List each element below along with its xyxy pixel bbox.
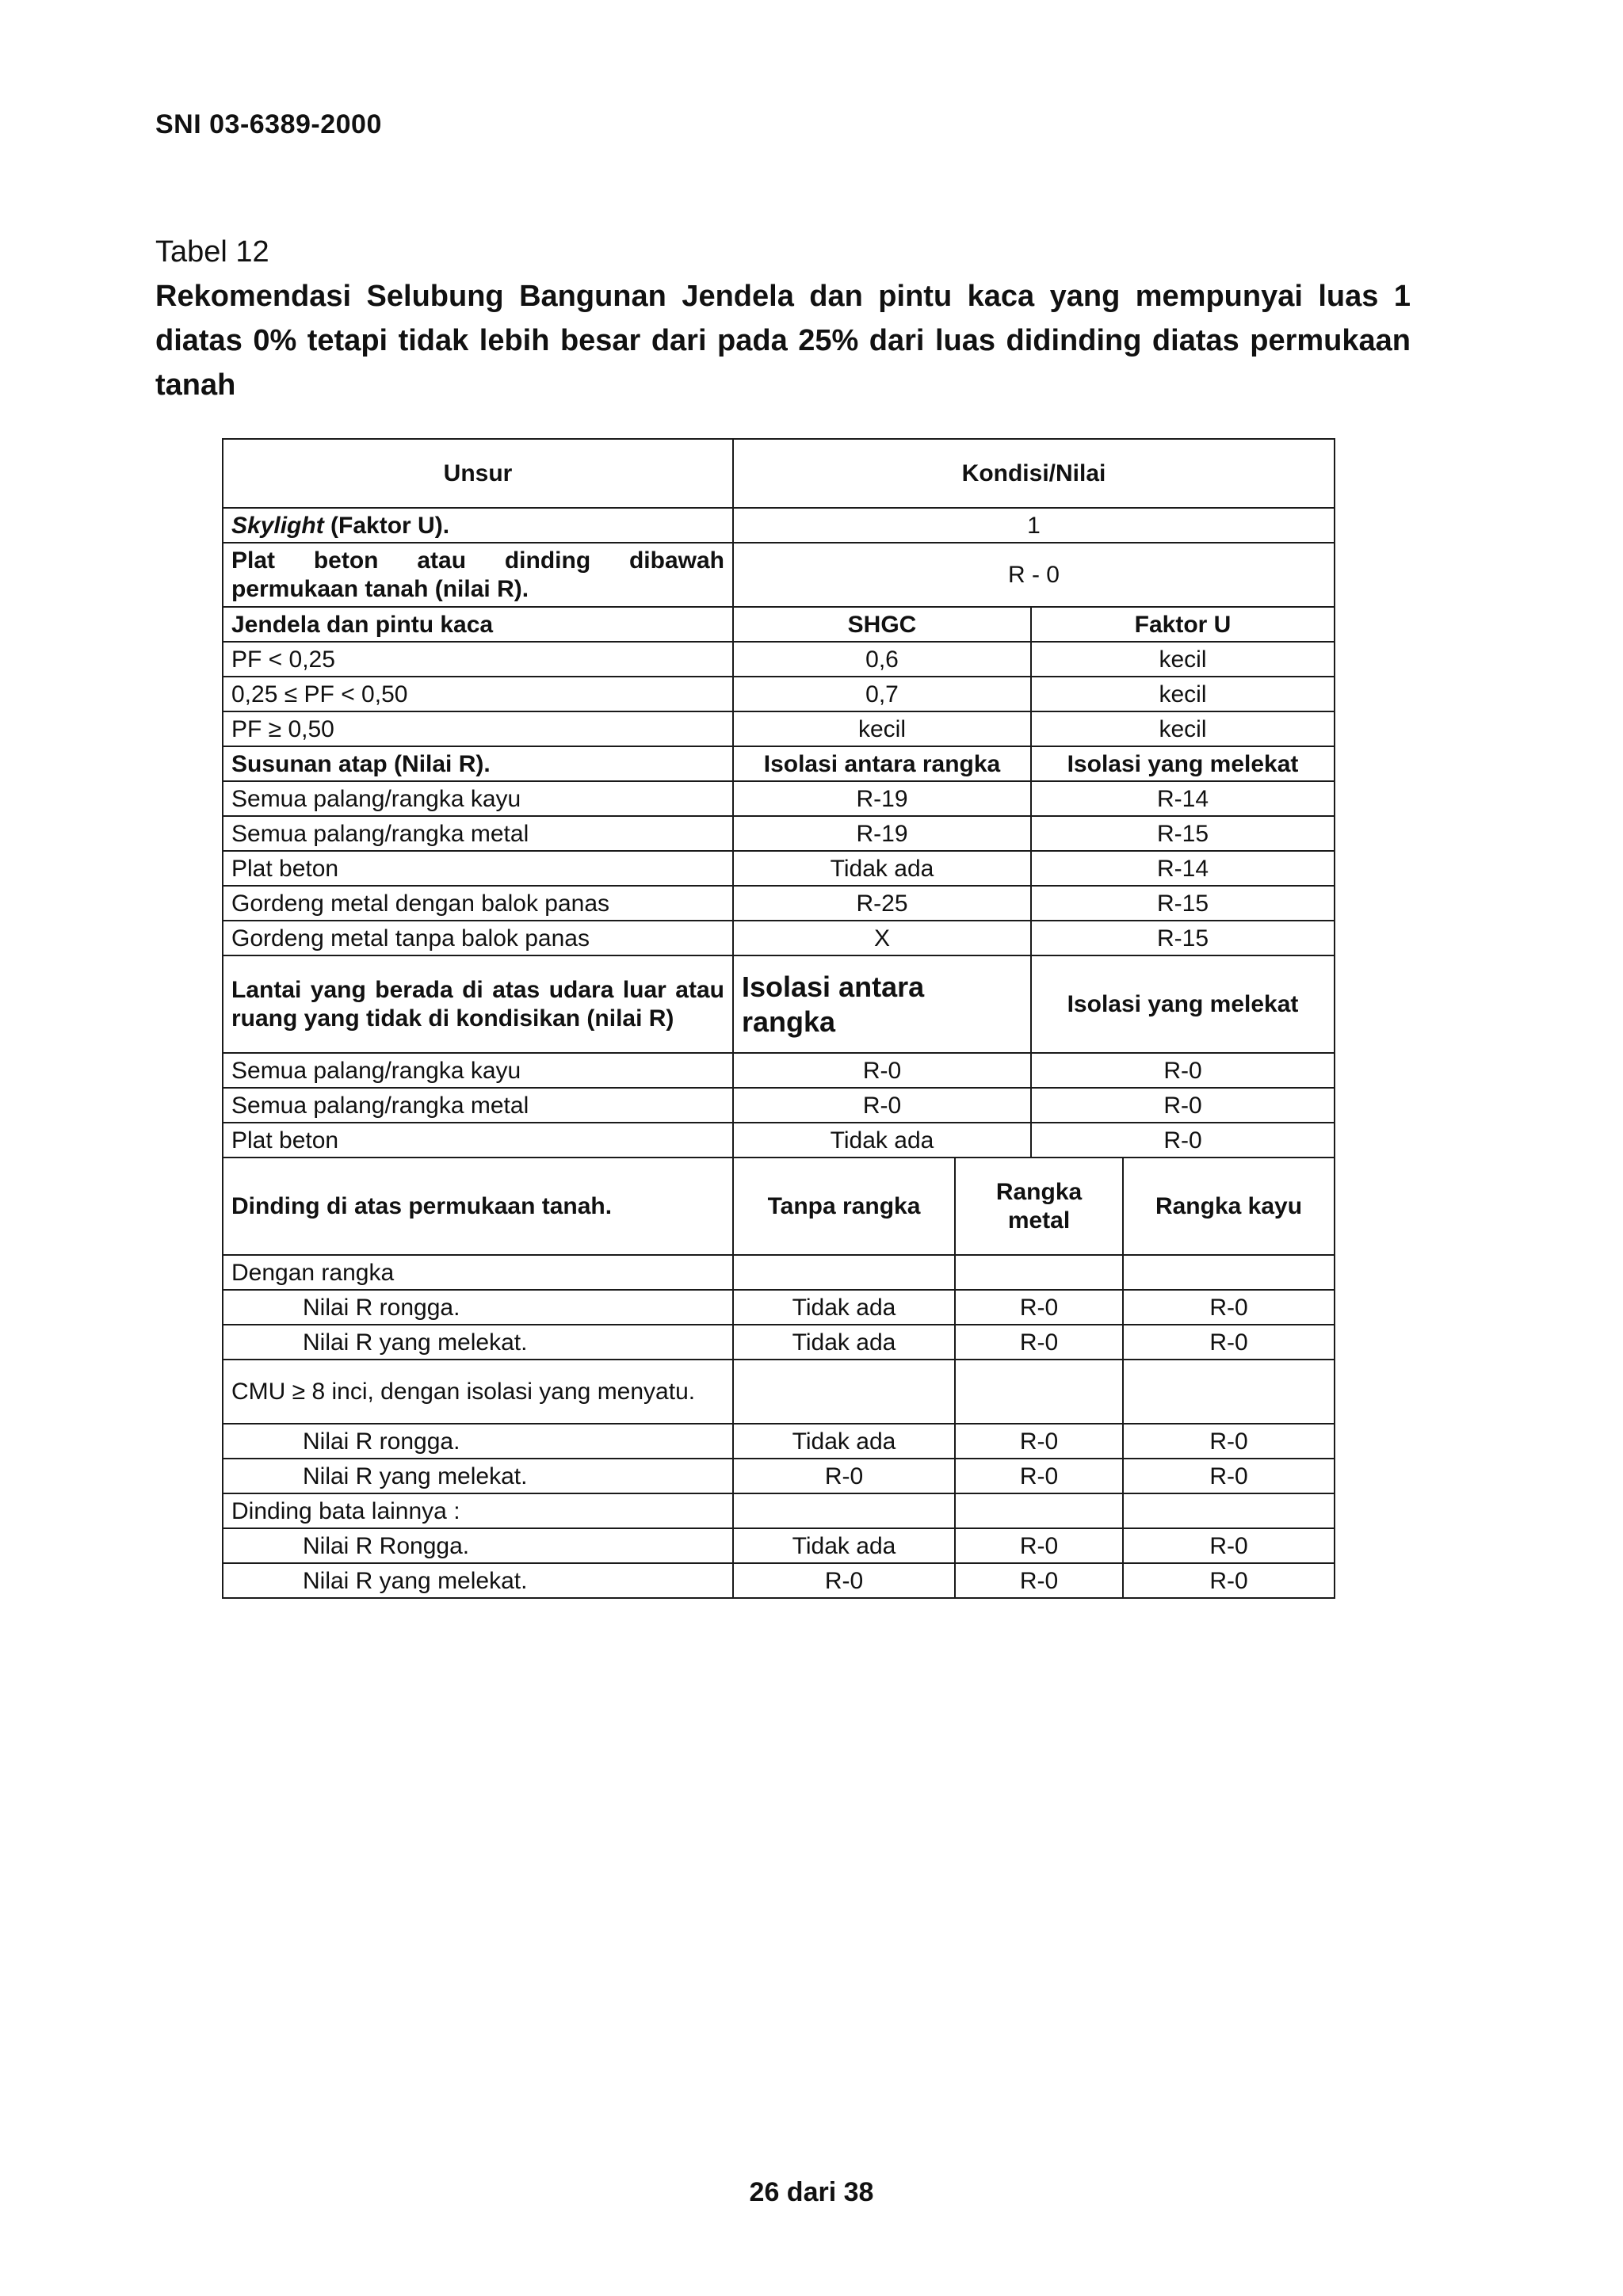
table-row (223, 1053, 1335, 1088)
jendela-header-row (223, 607, 1335, 642)
cell-value: R-0 (955, 1290, 1123, 1325)
table-row (223, 677, 1335, 711)
row-label: Nilai R rongga. (223, 1424, 733, 1459)
cell-value: R-15 (1031, 921, 1335, 955)
table-row (223, 781, 1335, 816)
cell-value: R-0 (955, 1528, 1123, 1563)
cell-value (955, 1360, 1123, 1424)
table-row (223, 851, 1335, 886)
cell-value (733, 1360, 955, 1424)
table-row (223, 642, 1335, 677)
row-label: 0,25 ≤ PF < 0,50 (223, 677, 733, 711)
cell-value: X (733, 921, 1031, 955)
cell-value: R-0 (955, 1563, 1123, 1598)
cell-value: kecil (1031, 711, 1335, 746)
table-row (223, 886, 1335, 921)
cell-value: R-0 (733, 1563, 955, 1598)
header-unsur: Unsur (223, 439, 733, 508)
table-row (223, 816, 1335, 851)
jendela-col-shgc: SHGC (733, 607, 1031, 642)
row-label: Dinding bata lainnya : (223, 1493, 733, 1528)
table-row (223, 1528, 1335, 1563)
cell-value (733, 1255, 955, 1290)
cell-value (1123, 1360, 1335, 1424)
cell-value: R-19 (733, 816, 1031, 851)
skylight-italic: Skylight (231, 512, 331, 539)
table-row (223, 1563, 1335, 1598)
table-row (223, 1360, 1335, 1424)
row-label: Semua palang/rangka kayu (223, 1053, 733, 1088)
row-label: PF < 0,25 (223, 642, 733, 677)
skylight-rest: (Faktor U). (330, 512, 450, 539)
table-row (223, 1255, 1335, 1290)
lantai-col-isolasi-melekat: Isolasi yang melekat (1031, 955, 1335, 1053)
atap-label: Susunan atap (Nilai R). (223, 746, 733, 781)
row-label: Nilai R yang melekat. (223, 1325, 733, 1360)
plat-beton-dinding-label: Plat beton atau dinding dibawah permukaan tanah (nilai R). (223, 543, 733, 607)
jendela-col-faktor-u: Faktor U (1031, 607, 1335, 642)
cell-value: Tidak ada (733, 1424, 955, 1459)
cell-value: 0,6 (733, 642, 1031, 677)
jendela-label: Jendela dan pintu kaca (223, 607, 733, 642)
cell-value: Tidak ada (733, 851, 1031, 886)
table-caption (155, 230, 1411, 407)
table-row (223, 1493, 1335, 1528)
cell-value (733, 1493, 955, 1528)
cell-value: kecil (733, 711, 1031, 746)
row-label: CMU ≥ 8 inci, dengan isolasi yang menyatu. (223, 1360, 733, 1424)
table-row (223, 1088, 1335, 1123)
cell-value: R-0 (733, 1053, 1031, 1088)
cell-value: Tidak ada (733, 1528, 955, 1563)
table-row (223, 1123, 1335, 1158)
cell-value: R-0 (1123, 1325, 1335, 1360)
cell-value (1123, 1255, 1335, 1290)
row-label: Semua palang/rangka metal (223, 816, 733, 851)
cell-value: R-15 (1031, 816, 1335, 851)
row-label: Plat beton (223, 851, 733, 886)
cell-value: 0,7 (733, 677, 1031, 711)
table-header-row (223, 439, 1335, 508)
recommendation-table (222, 438, 1335, 1599)
cell-value: Tidak ada (733, 1325, 955, 1360)
row-label: Gordeng metal dengan balok panas (223, 886, 733, 921)
row-label: Gordeng metal tanpa balok panas (223, 921, 733, 955)
plat-beton-dinding-row (223, 543, 1335, 607)
cell-value: R-25 (733, 886, 1031, 921)
row-label: PF ≥ 0,50 (223, 711, 733, 746)
table-number: Tabel 12 (155, 235, 269, 269)
table-row (223, 711, 1335, 746)
lantai-col-isolasi-antara: Isolasi antara rangka (733, 955, 1031, 1053)
cell-value: Tidak ada (733, 1123, 1031, 1158)
cell-value: R-0 (1031, 1123, 1335, 1158)
cell-value: R-19 (733, 781, 1031, 816)
table-row (223, 921, 1335, 955)
cell-value: R-15 (1031, 886, 1335, 921)
cell-value: R-14 (1031, 851, 1335, 886)
cell-value: R-0 (1031, 1053, 1335, 1088)
cell-value (1123, 1493, 1335, 1528)
cell-value: R-0 (955, 1424, 1123, 1459)
cell-value: R-0 (1123, 1424, 1335, 1459)
atap-header-row (223, 746, 1335, 781)
cell-value: R-0 (1123, 1290, 1335, 1325)
row-label: Semua palang/rangka metal (223, 1088, 733, 1123)
page-number: 26 dari 38 (749, 2177, 874, 2207)
dinding-header-row (223, 1158, 1335, 1255)
skylight-label (223, 508, 733, 543)
skylight-value: 1 (733, 508, 1335, 543)
cell-value: R-0 (955, 1325, 1123, 1360)
dinding-col-rangka-kayu: Rangka kayu (1123, 1158, 1335, 1255)
cell-value: R-14 (1031, 781, 1335, 816)
table-row (223, 1424, 1335, 1459)
row-label: Semua palang/rangka kayu (223, 781, 733, 816)
lantai-label: Lantai yang berada di atas udara luar atau ruang yang tidak di kondisikan (nilai R) (223, 955, 733, 1053)
table-row (223, 1459, 1335, 1493)
cell-value: R-0 (733, 1459, 955, 1493)
table-row (223, 1325, 1335, 1360)
row-label: Nilai R Rongga. (223, 1528, 733, 1563)
dinding-col-rangka-metal: Rangka metal (955, 1158, 1123, 1255)
atap-col-isolasi-antara: Isolasi antara rangka (733, 746, 1031, 781)
cell-value: R-0 (955, 1459, 1123, 1493)
table-title: Rekomendasi Selubung Bangunan Jendela dan pintu kaca yang mempunyai luas 1 diatas 0% tetapi tidak lebih besar dari pada 25% dari luas didinding diatas permukaan tanah (155, 280, 1411, 402)
atap-col-isolasi-melekat: Isolasi yang melekat (1031, 746, 1335, 781)
row-label: Nilai R rongga. (223, 1290, 733, 1325)
skylight-row (223, 508, 1335, 543)
row-label: Dengan rangka (223, 1255, 733, 1290)
cell-value: kecil (1031, 642, 1335, 677)
cell-value: R-0 (733, 1088, 1031, 1123)
dinding-col-tanpa-rangka: Tanpa rangka (733, 1158, 955, 1255)
cell-value: Tidak ada (733, 1290, 955, 1325)
cell-value: kecil (1031, 677, 1335, 711)
cell-value: R-0 (1123, 1563, 1335, 1598)
document-code: SNI 03-6389-2000 (155, 109, 382, 139)
cell-value: R-0 (1031, 1088, 1335, 1123)
cell-value: R-0 (1123, 1528, 1335, 1563)
row-label: Nilai R yang melekat. (223, 1459, 733, 1493)
cell-value (955, 1493, 1123, 1528)
row-label: Nilai R yang melekat. (223, 1563, 733, 1598)
lantai-header-row (223, 955, 1335, 1053)
dinding-label: Dinding di atas permukaan tanah. (223, 1158, 733, 1255)
cell-value: R-0 (1123, 1459, 1335, 1493)
row-label: Plat beton (223, 1123, 733, 1158)
header-kondisi: Kondisi/Nilai (733, 439, 1335, 508)
plat-beton-dinding-value: R - 0 (733, 543, 1335, 607)
table-row (223, 1290, 1335, 1325)
cell-value (955, 1255, 1123, 1290)
